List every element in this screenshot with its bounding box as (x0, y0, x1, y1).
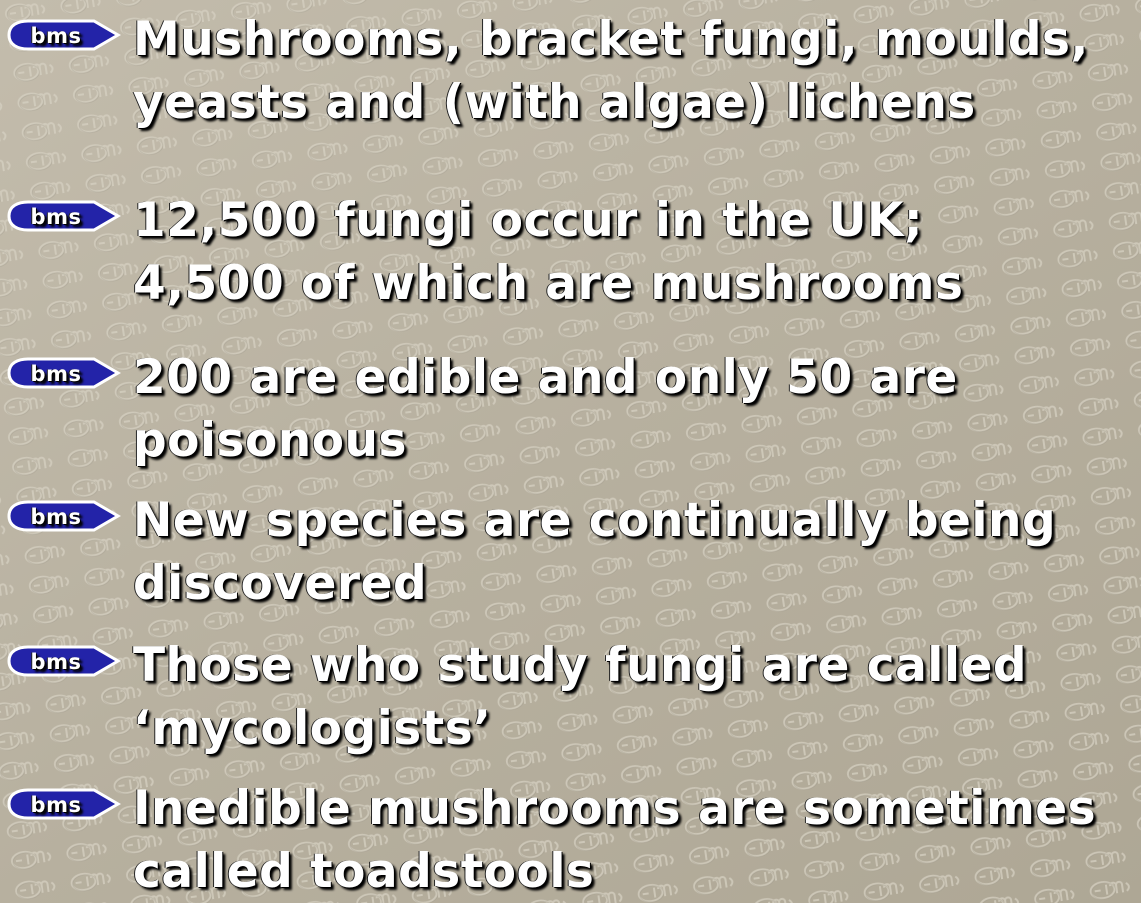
bullet-line-1: 12,500 fungi occur in the UK; (133, 193, 924, 248)
bullet-line-2: discovered (133, 556, 428, 611)
logo-text: bms (30, 793, 82, 817)
bullet-line-2: yeasts and (with algae) lichens (133, 75, 976, 130)
bms-logo-icon (6, 356, 122, 390)
bullet-item (0, 4, 1089, 130)
bullet-line-2: called toadstools (133, 844, 595, 899)
bms-logo-icon (6, 787, 122, 821)
bullet-line-1: New species are continually being (133, 493, 1057, 548)
bms-logo-icon (6, 499, 122, 533)
bullet-item (0, 773, 1096, 899)
logo-text: bms (30, 24, 82, 48)
bms-logo-icon (6, 18, 122, 52)
bullet-line-1: Those who study fungi are called (133, 638, 1028, 693)
bms-logo-icon (6, 644, 122, 678)
bms-logo-icon (6, 199, 122, 233)
logo-text: bms (30, 650, 82, 674)
bullet-line-1: Inedible mushrooms are sometimes (133, 781, 1097, 836)
bullet-line-2: poisonous (133, 413, 407, 468)
bullet-line-1: Mushrooms, bracket fungi, moulds, (133, 12, 1089, 67)
bullet-line-1: 200 are edible and only 50 are (133, 350, 958, 405)
bullet-line-2: ‘mycologists’ (133, 701, 492, 756)
logo-text: bms (30, 362, 82, 386)
bullet-item (0, 485, 1056, 611)
bullet-item (0, 185, 964, 311)
logo-text: bms (30, 205, 82, 229)
bullet-item (0, 342, 958, 468)
bullet-line-2: 4,500 of which are mushrooms (133, 256, 964, 311)
bullet-item (0, 630, 1027, 756)
logo-text: bms (30, 505, 82, 529)
